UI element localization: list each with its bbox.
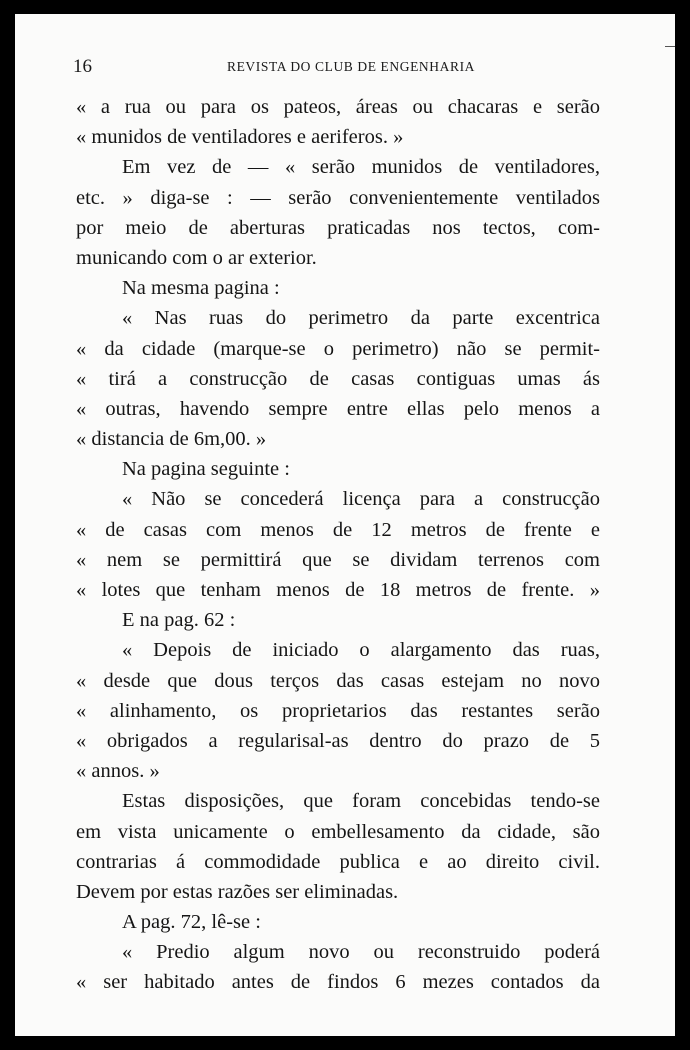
text-line: « de casas com menos de 12 metros de frente e [76,518,600,541]
text-line: contrarias á commodidade publica e ao direito civil. [76,850,600,873]
text-line: « Predio algum novo ou reconstruido poderá [122,941,600,964]
text-line: « annos. » [76,760,160,783]
text-line: « outras, havendo sempre entre ellas pelo menos a [76,397,600,420]
running-title: REVISTA DO CLUB DE ENGENHARIA [226,59,476,74]
text-line: por meio de aberturas praticadas nos tectos, com- [76,216,600,239]
body-text [76,92,600,998]
text-line: em vista unicamente o embellesamento da cidade, são [76,820,600,843]
page-header [73,56,629,78]
text-line: « lotes que tenham menos de 18 metros de frente. » [76,579,600,601]
text-line: « ser habitado antes de findos 6 mezes contados da [76,971,600,994]
book-page [15,14,675,1036]
text-line: « munidos de ventiladores e aeriferos. » [76,126,404,149]
text-line: « obrigados a regularisal-as dentro do prazo de 5 [76,729,600,752]
text-line: « Depois de iniciado o alargamento das ruas, [122,639,600,662]
text-line: E na pag. 62 : [122,609,236,632]
text-line: « Nas ruas do perimetro da parte excentrica [122,307,600,330]
text-line: municando com o ar exterior. [76,246,317,269]
text-line: « desde que dous terços das casas estejam no novo [76,669,600,692]
text-line: Estas disposições, que foram concebidas tendo-se [122,790,600,813]
text-line: etc. » diga-se : — serão convenientemente ventilados [76,186,600,209]
text-line: Na pagina seguinte : [122,458,290,481]
text-line: « distancia de 6m,00. » [76,428,267,451]
text-line: A pag. 72, lê-se : [122,911,261,934]
margin-mark [665,46,675,47]
text-line: Na mesma pagina : [122,277,280,300]
text-line: « da cidade (marque-se o perimetro) não se permit- [76,337,600,360]
text-line: Em vez de — « serão munidos de ventiladores, [122,156,600,179]
text-line: « alinhamento, os proprietarios das restantes serão [76,699,600,722]
text-line: « a rua ou para os pateos, áreas ou chacaras e serão [76,96,600,118]
page-number: 16 [73,56,92,77]
text-line: « Não se concederá licença para a construcção [122,488,600,511]
text-line: « tirá a construcção de casas contiguas umas ás [76,367,600,390]
text-line: Devem por estas razões ser eliminadas. [76,880,399,903]
text-line: « nem se permittirá que se dividam terrenos com [76,548,600,571]
